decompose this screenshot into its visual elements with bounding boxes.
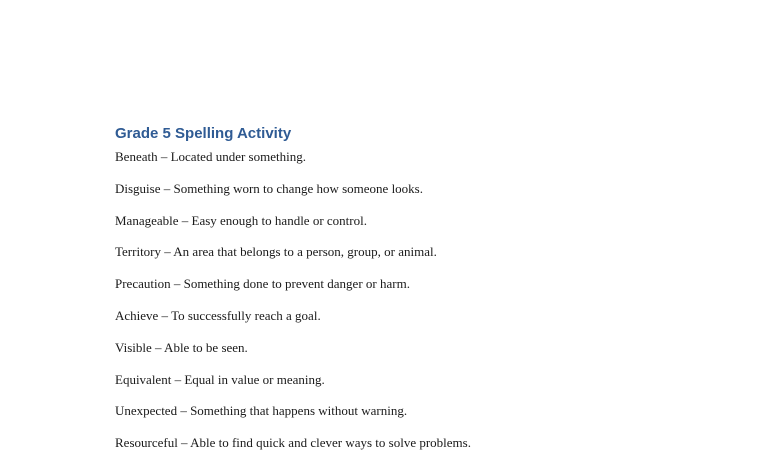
vocabulary-list bbox=[115, 148, 471, 466]
vocabulary-entry: Precaution – Something done to prevent danger or harm. bbox=[115, 276, 410, 292]
vocabulary-entry: Equivalent – Equal in value or meaning. bbox=[115, 371, 325, 387]
vocabulary-entry: Unexpected – Something that happens without warning. bbox=[115, 403, 408, 419]
document-heading: Grade 5 Spelling Activity bbox=[115, 125, 292, 142]
vocabulary-entry: Achieve – To successfully reach a goal. bbox=[115, 307, 321, 323]
vocabulary-entry: Territory – An area that belongs to a person, group, or animal. bbox=[115, 244, 437, 260]
vocabulary-entry: Disguise – Something worn to change how someone looks. bbox=[115, 180, 423, 196]
vocabulary-entry: Beneath – Located under something. bbox=[115, 149, 306, 164]
vocabulary-entry: Manageable – Easy enough to handle or control. bbox=[115, 212, 367, 228]
vocabulary-entry: Visible – Able to be seen. bbox=[115, 339, 248, 355]
vocabulary-entry: Resourceful – Able to find quick and clever ways to solve problems. bbox=[115, 435, 471, 451]
